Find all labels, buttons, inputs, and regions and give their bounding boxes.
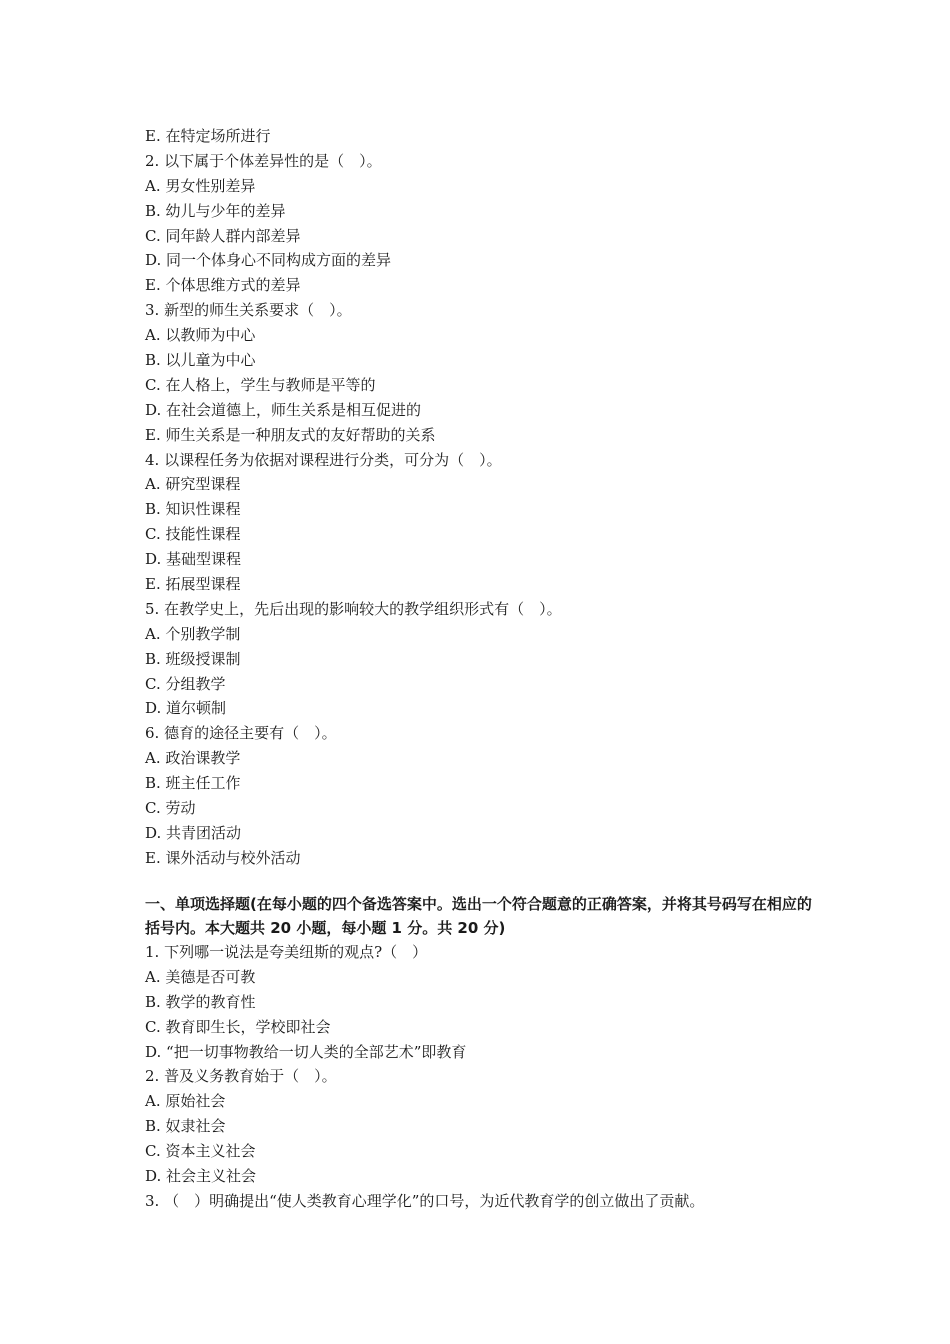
option-line: E. 师生关系是一种朋友式的友好帮助的关系 — [145, 425, 436, 444]
option-line: C. 分组教学 — [145, 674, 226, 693]
option-line: D. 基础型课程 — [145, 550, 242, 569]
option-line: E. 课外活动与校外活动 — [145, 848, 301, 867]
option-line: D. 道尔顿制 — [145, 699, 227, 718]
option-line: D. 在社会道德上，师生关系是相互促进的 — [145, 400, 422, 419]
option-line: B. 教学的教育性 — [145, 992, 256, 1011]
option-line: A. 原始社会 — [145, 1092, 226, 1111]
option-line: A. 政治课教学 — [145, 749, 241, 768]
option-line: B. 知识性课程 — [145, 500, 241, 519]
question-line: 3. 新型的师生关系要求（ ）。 — [145, 301, 352, 320]
option-line: B. 班级授课制 — [145, 649, 241, 668]
option-line: C. 教育即生长，学校即社会 — [145, 1017, 331, 1036]
option-line: E. 拓展型课程 — [145, 575, 241, 594]
question-line: 2. 普及义务教育始于（ ）。 — [145, 1067, 337, 1086]
option-line: B. 以儿童为中心 — [145, 351, 256, 370]
option-line: B. 幼儿与少年的差异 — [145, 201, 286, 220]
option-line: D. 共青团活动 — [145, 823, 242, 842]
option-line: A. 美德是否可教 — [145, 967, 256, 986]
option-line: D. 同一个体身心不同构成方面的差异 — [145, 251, 392, 270]
option-line: A. 研究型课程 — [145, 475, 241, 494]
option-line: A. 男女性别差异 — [145, 176, 256, 195]
option-line: B. 奴隶社会 — [145, 1117, 226, 1136]
option-line: C. 资本主义社会 — [145, 1142, 256, 1161]
option-line: E. 个体思维方式的差异 — [145, 276, 301, 295]
section-heading: 一、单项选择题(在每小题的四个备选答案中。选出一个符合题意的正确答案，并将其号码写在相应的括号内。本大题共 20 小题，每小题 1 分。共 20 分) — [145, 895, 812, 937]
option-line: B. 班主任工作 — [145, 774, 241, 793]
option-line: A. 以教师为中心 — [145, 326, 256, 345]
option-line: D. “把一切事物教给一切人类的全部艺术”即教育 — [145, 1042, 467, 1061]
option-line: C. 在人格上，学生与教师是平等的 — [145, 375, 376, 394]
question-block-single-choice — [145, 940, 845, 1214]
question-line: 4. 以课程任务为依据对课程进行分类，可分为（ ）。 — [145, 450, 502, 469]
question-block-multiple-choice — [145, 124, 845, 871]
question-line: 3. （ ）明确提出“使人类教育心理学化”的口号，为近代教育学的创立做出了贡献。 — [145, 1191, 705, 1210]
option-line: C. 劳动 — [145, 799, 196, 818]
question-line: 6. 德育的途径主要有（ ）。 — [145, 724, 337, 743]
option-line: C. 技能性课程 — [145, 525, 241, 544]
option-line: D. 社会主义社会 — [145, 1167, 257, 1186]
question-line: 2. 以下属于个体差异性的是（ ）。 — [145, 151, 382, 170]
option-line: C. 同年龄人群内部差异 — [145, 226, 301, 245]
question-line: 1. 下列哪一说法是夸美纽斯的观点?（ ） — [145, 943, 428, 961]
question-line: 5. 在教学史上，先后出现的影响较大的教学组织形式有（ ）。 — [145, 599, 562, 618]
option-line: A. 个别教学制 — [145, 624, 241, 643]
option-line: E. 在特定场所进行 — [145, 127, 271, 145]
